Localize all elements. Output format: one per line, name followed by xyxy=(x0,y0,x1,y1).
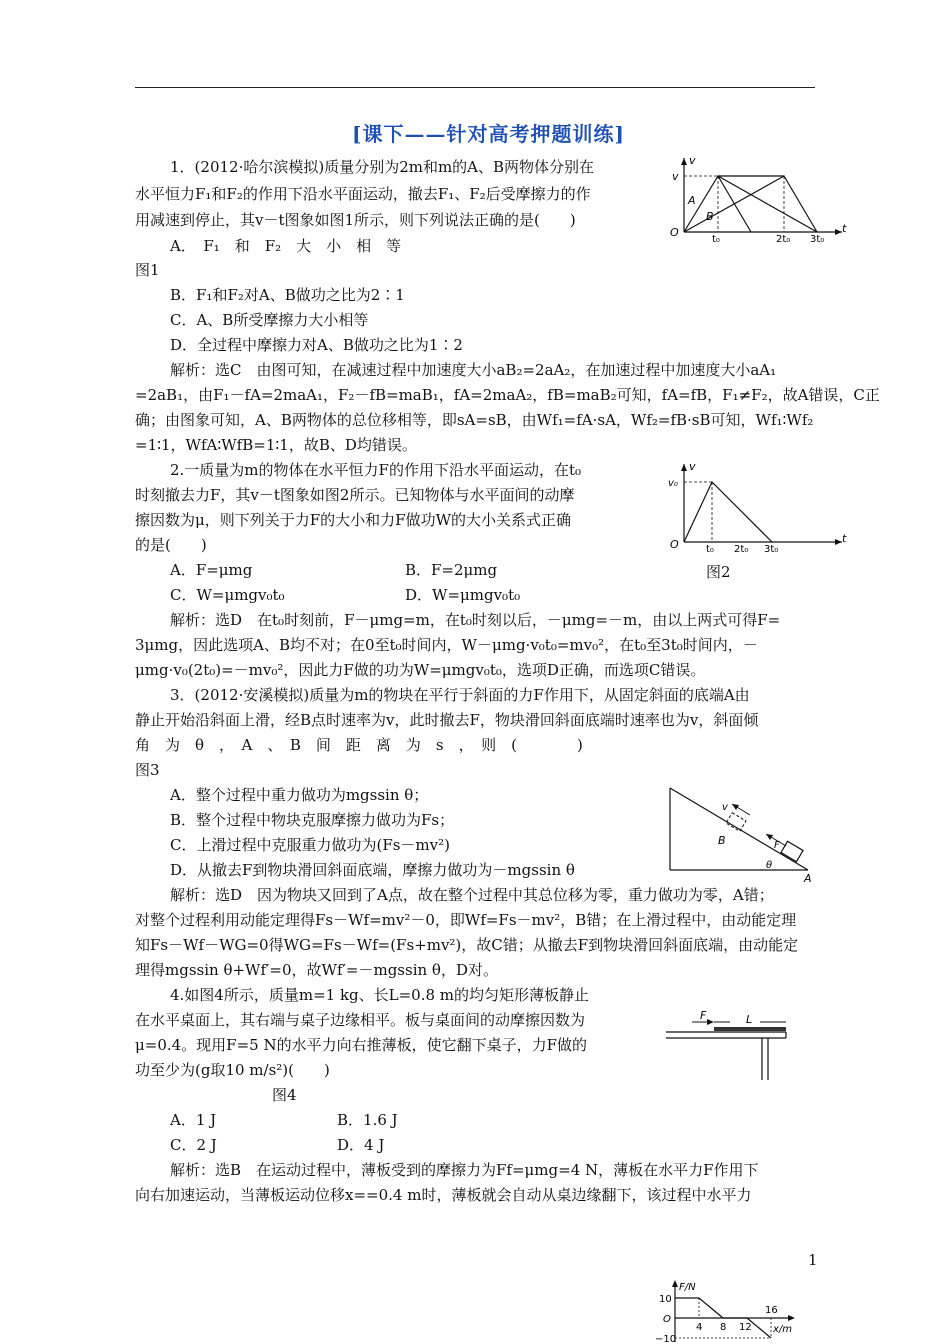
text-line: 时刻撤去力F，其v－t图象如图2所示。已知物体与水平面间的动摩 xyxy=(135,486,575,504)
label-theta: θ xyxy=(766,860,773,871)
block xyxy=(781,841,803,861)
block-dashed-at-b xyxy=(726,813,746,831)
x-axis-label: x/m xyxy=(773,1324,793,1335)
option-c: C．W=μmgv₀t₀ xyxy=(170,586,285,604)
x-axis-arrow xyxy=(788,1315,795,1321)
option-c: C．A、B所受摩擦力大小相等 xyxy=(170,311,369,329)
header-rule xyxy=(135,87,815,88)
label-l: L xyxy=(746,1013,753,1026)
graph-line xyxy=(684,482,772,542)
tick-y10: 10 xyxy=(659,1294,672,1305)
section-heading: [课下——针对高考押题训练] xyxy=(352,122,625,146)
text-line: 用减速到停止，其v－t图象如图1所示，则下列说法正确的是( ) xyxy=(135,211,576,229)
t-axis-arrow xyxy=(835,229,842,235)
option-a: A．F=μmg xyxy=(170,561,253,579)
graph-segment-2 xyxy=(699,1298,723,1318)
tick-x8: 8 xyxy=(720,1322,727,1333)
graph-b-line xyxy=(684,176,817,232)
text-line: 2.一质量为m的物体在水平恒力F的作用下沿水平面运动，在t₀ xyxy=(170,461,581,479)
v-axis-arrow xyxy=(681,158,687,165)
label-f: F xyxy=(774,840,780,851)
tick-3t0: 3t₀ xyxy=(764,544,779,555)
label-f: F xyxy=(700,1009,707,1022)
solution-line: 解析：选D 因为物块又回到了A点，故在整个过程中其总位移为零，重力做功为零，A错； xyxy=(170,886,774,904)
incline-slope xyxy=(670,788,808,870)
tick-2t0: 2t₀ xyxy=(776,234,791,245)
label-a: A xyxy=(688,194,696,207)
page-number: 1 xyxy=(808,1251,818,1269)
solution-line: 对整个过程利用动能定理得Fs－Wf=mv²－0，即Wf=Fs－mv²，B错；在上滑过程中，由动能定理 xyxy=(135,911,797,929)
tick-2t0: 2t₀ xyxy=(734,544,749,555)
text-line: 角 为 θ ， A 、 B 间 距 离 为 s ， 则 ( ) xyxy=(135,736,583,754)
solution-line: 向右加速运动，当薄板运动位移x==0.4 m时，薄板就会自动从桌边缘翻下，该过程中水平力 xyxy=(135,1186,752,1204)
origin-label: O xyxy=(670,226,679,239)
option-a: A．1 J xyxy=(170,1111,217,1129)
tick-x12: 12 xyxy=(739,1322,752,1333)
axis-label-t: t xyxy=(842,222,847,235)
text-line: μ=0.4。现用F=5 N的水平力向右推薄板，使它翻下桌子，力F做的 xyxy=(135,1036,587,1054)
label-a: A xyxy=(804,872,812,885)
option-d: D．全过程中摩擦力对A、B做功之比为1∶2 xyxy=(170,336,463,354)
axis-label-v: v xyxy=(689,154,696,167)
axis-label-t: t xyxy=(842,532,847,545)
option-c: C．2 J xyxy=(170,1136,217,1154)
solution-line: 确；由图象可知，A、B两物体的总位移相等，即sA=sB，由Wf₁=fA·sA，Wf₂=fB·sB可知，Wf₁∶Wf₂ xyxy=(135,411,814,429)
level-label-v: v xyxy=(672,170,679,183)
text-line: 功至少为(g取10 m/s²)( ) xyxy=(135,1061,330,1079)
figure-5-fx-graph xyxy=(655,1276,815,1344)
text-line: 静止开始沿斜面上滑，经B点时速率为v，此时撤去F，物块滑回斜面底端时速率也为v，斜面倾 xyxy=(135,711,759,729)
plank xyxy=(714,1027,786,1031)
text-line: 1．(2012·哈尔滨模拟)质量分别为2m和m的A、B两物体分别在 xyxy=(170,158,595,176)
tick-yneg10: −10 xyxy=(655,1334,677,1344)
y-axis-label: F/N xyxy=(679,1282,696,1293)
figure-1-vt-graph xyxy=(662,152,852,244)
option-b: B．F₁和F₂对A、B做功之比为2∶1 xyxy=(170,286,405,304)
solution-line: μmg·v₀(2t₀)=－mv₀²，因此力F做的功为W=μmgv₀t₀，选项D正确，而选项C错误。 xyxy=(135,661,706,679)
origin-label: O xyxy=(663,1314,671,1325)
solution-line: 3μmg，因此选项A、B均不对；在0至t₀时间内，W－μmg·v₀t₀=mv₀²，在t₀至3t₀时间内，－ xyxy=(135,636,758,654)
text-line: 4.如图4所示，质量m=1 kg、长L=0.8 m的均匀矩形薄板静止 xyxy=(170,986,590,1004)
text-line: A． F₁ 和 F₂ 大 小 相 等 xyxy=(170,237,402,255)
option-d: D．W=μmgv₀t₀ xyxy=(405,586,521,604)
figure-caption: 图3 xyxy=(135,761,160,779)
text-line: 水平恒力F₁和F₂的作用下沿水平面运动，撤去F₁、F₂后受摩擦力的作 xyxy=(135,185,591,203)
text-line: 3．(2012·安溪模拟)质量为m的物块在平行于斜面的力F作用下，从固定斜面的底端A由 xyxy=(170,686,750,704)
t-axis-arrow xyxy=(835,539,842,545)
solution-line: 解析：选D 在t₀时刻前，F－μmg=m，在t₀时刻以后，－μmg=－m，由以上两式可得F= xyxy=(170,611,781,629)
figure-4-plank-on-table xyxy=(662,1010,802,1084)
label-v0: v₀ xyxy=(668,478,678,489)
option-b: B．F=2μmg xyxy=(405,561,498,579)
text-line: 在水平桌面上，其右端与桌子边缘相平。板与桌面间的动摩擦因数为 xyxy=(135,1011,586,1029)
f-axis-arrow xyxy=(672,1280,678,1287)
figure-caption: 图1 xyxy=(135,261,160,279)
text-line: 擦因数为μ，则下列关于力F的大小和力F做功W的大小关系式正确 xyxy=(135,511,571,529)
figure-2-vt-graph xyxy=(662,458,852,554)
tick-3t0: 3t₀ xyxy=(810,234,825,245)
option-c: C．上滑过程中克服重力做功为(Fs－mv²) xyxy=(170,836,450,854)
solution-line: 解析：选C 由图可知，在减速过程中加速度大小aB₂=2aA₂，在加速过程中加速度大小aA₁ xyxy=(170,361,777,379)
velocity-arrowhead xyxy=(732,804,739,810)
solution-line: 知Fs－Wf－WG=0得WG=Fs－Wf=(Fs+mv²)，故C错；从撤去F到物块滑回斜面底端，由动能定 xyxy=(135,936,799,954)
label-v: v xyxy=(722,802,728,813)
solution-line: =1∶1，WfA∶WfB=1∶1，故B、D均错误。 xyxy=(135,436,417,454)
label-b: B xyxy=(706,210,714,223)
option-a: A．整个过程中重力做功为mgssin θ； xyxy=(170,786,429,804)
option-b: B．整个过程中物块克服摩擦力做功为Fs； xyxy=(170,811,455,829)
option-b: B．1.6 J xyxy=(337,1111,398,1129)
figure-caption: 图2 xyxy=(706,563,731,581)
origin-label: O xyxy=(670,538,679,551)
figure-caption: 图4 xyxy=(272,1086,297,1104)
option-d: D．从撤去F到物块滑回斜面底端，摩擦力做功为－mgssin θ xyxy=(170,861,575,879)
tick-t0: t₀ xyxy=(706,544,714,555)
option-d: D．4 J xyxy=(337,1136,385,1154)
text-line: 的是( ) xyxy=(135,536,207,554)
axis-label-v: v xyxy=(689,460,696,473)
tick-x16: 16 xyxy=(765,1305,778,1316)
solution-line: 解析：选B 在运动过程中，薄板受到的摩擦力为Ff=μmg=4 N，薄板在水平力F作用下 xyxy=(170,1161,759,1179)
tick-x4: 4 xyxy=(696,1322,703,1333)
v-axis-arrow xyxy=(681,464,687,471)
tick-t0: t₀ xyxy=(712,234,720,245)
label-b: B xyxy=(718,834,726,847)
force-arrowhead xyxy=(707,1019,714,1025)
solution-line: 理得mgssin θ+Wf′=0，故Wf′=－mgssin θ，D对。 xyxy=(135,961,498,979)
solution-line: =2aB₁，由F₁－fA=2maA₁，F₂－fB=maB₁，fA=2maA₂，fB=maB₂可知，fA=fB，F₁≠F₂，故A错误，C正 xyxy=(135,386,880,404)
figure-3-incline xyxy=(662,784,822,884)
